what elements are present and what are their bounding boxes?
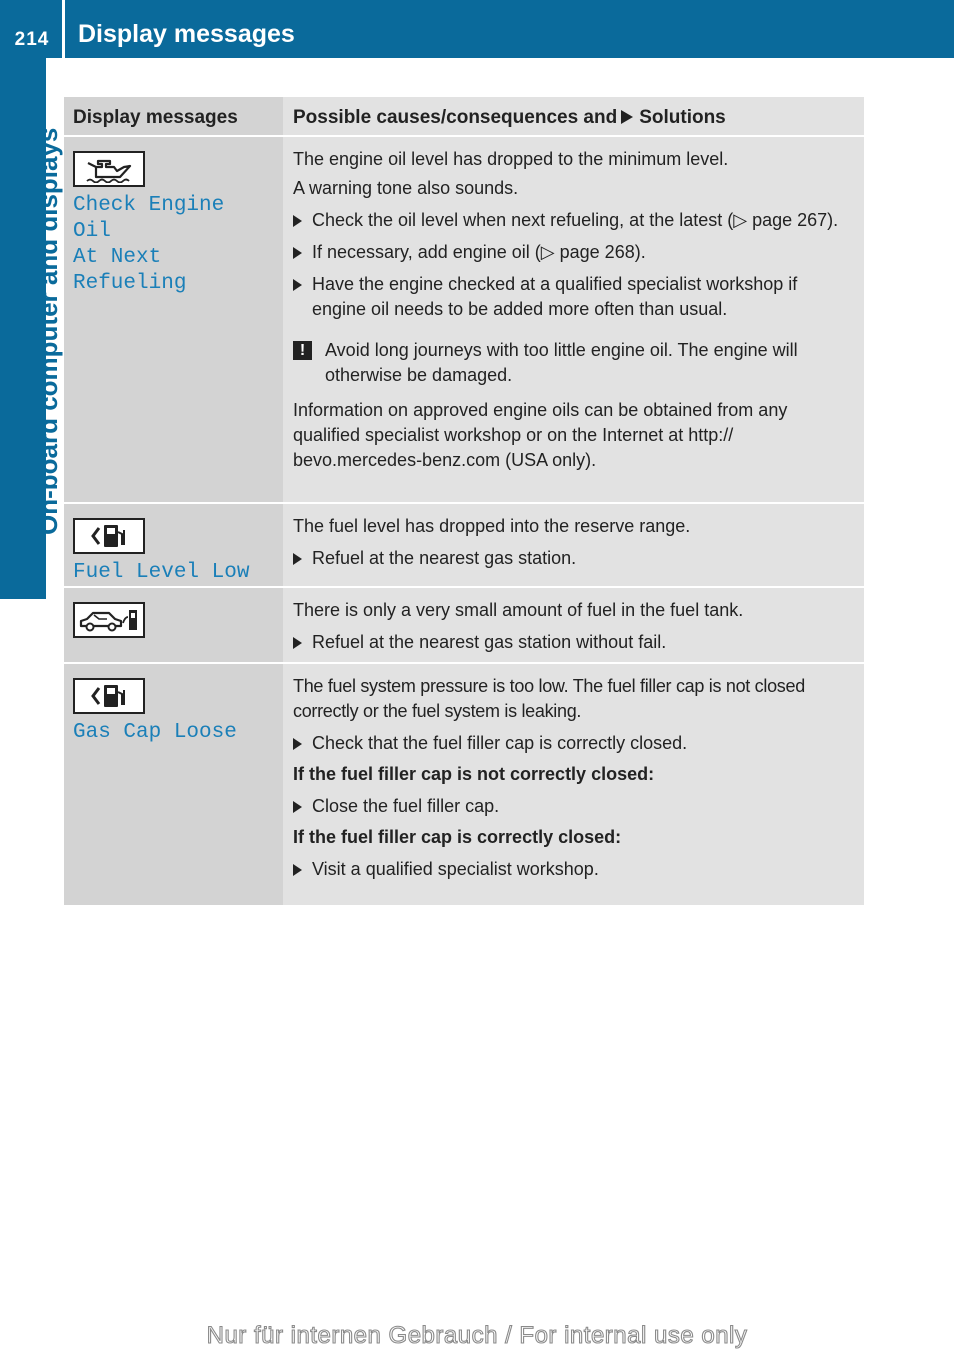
action-item bbox=[293, 546, 855, 571]
bullet-arrow-icon bbox=[293, 215, 302, 227]
message-cell bbox=[64, 588, 283, 662]
display-message-text: Gas Cap Loose bbox=[73, 721, 237, 744]
column-header-causes: Possible causes/consequences and bbox=[293, 107, 618, 128]
action-item bbox=[293, 208, 855, 233]
car-fuel-icon bbox=[73, 602, 145, 638]
arrow-right-icon bbox=[621, 110, 633, 124]
table-header-row bbox=[64, 97, 864, 137]
display-message-text bbox=[73, 193, 274, 297]
action-item bbox=[293, 857, 855, 882]
action-text: Check that the fuel filler cap is correctly closed. bbox=[312, 733, 688, 753]
bullet-arrow-icon bbox=[293, 801, 302, 813]
condition-heading: If the fuel filler cap is correctly closed: bbox=[293, 827, 622, 847]
bullet-arrow-icon bbox=[293, 247, 302, 259]
fuel-pump-icon bbox=[73, 518, 145, 554]
condition-heading: If the fuel filler cap is not correctly closed: bbox=[293, 764, 655, 784]
column-header-solutions bbox=[283, 97, 864, 135]
action-text: Visit a qualified specialist workshop. bbox=[312, 859, 599, 879]
table-row bbox=[64, 137, 864, 504]
cause-text: There is only a very small amount of fuel in the fuel tank. bbox=[293, 600, 744, 620]
cause-text: A warning tone also sounds. bbox=[293, 178, 519, 198]
action-item bbox=[293, 240, 855, 265]
display-message-line: At Next Refueling bbox=[73, 246, 187, 295]
solution-cell bbox=[283, 664, 864, 905]
action-text: Refuel at the nearest gas station. bbox=[312, 548, 577, 568]
solution-cell bbox=[283, 588, 864, 662]
action-item bbox=[293, 731, 855, 756]
table-row bbox=[64, 504, 864, 588]
bullet-arrow-icon bbox=[293, 553, 302, 565]
solution-cell bbox=[283, 504, 864, 586]
warning-icon: ! bbox=[293, 341, 312, 360]
solution-cell bbox=[283, 137, 864, 502]
bullet-arrow-icon bbox=[293, 738, 302, 750]
footer-watermark: Nur für internen Gebrauch / For internal use only bbox=[206, 1322, 748, 1349]
display-messages-table bbox=[64, 97, 864, 905]
bullet-arrow-icon bbox=[293, 279, 302, 291]
oil-can-icon bbox=[73, 151, 145, 187]
action-item bbox=[293, 272, 855, 322]
header-divider bbox=[62, 0, 65, 58]
message-cell bbox=[64, 504, 283, 586]
cause-text: The fuel level has dropped into the reserve range. bbox=[293, 516, 691, 536]
side-tab-label: On-board computer and displays bbox=[33, 127, 63, 535]
message-cell bbox=[64, 137, 283, 502]
table-row bbox=[64, 588, 864, 664]
message-cell bbox=[64, 664, 283, 905]
display-message-line: Check Engine Oil bbox=[73, 194, 225, 243]
bullet-arrow-icon bbox=[293, 637, 302, 649]
display-message-text: Fuel Level Low bbox=[73, 561, 250, 584]
info-text: Information on approved engine oils can be obtained from any qualified specialist workshop or on the Internet at http:// bevo.mercedes-benz.com (USA only). bbox=[293, 400, 788, 470]
column-header-display-messages: Display messages bbox=[64, 97, 283, 135]
action-text: Close the fuel filler cap. bbox=[312, 796, 500, 816]
table-row bbox=[64, 664, 864, 905]
cause-text: The engine oil level has dropped to the minimum level. bbox=[293, 149, 729, 169]
fuel-pump-icon bbox=[73, 678, 145, 714]
action-text: If necessary, add engine oil (▷ page 268). bbox=[312, 242, 646, 262]
warning-note bbox=[293, 338, 855, 388]
action-item bbox=[293, 630, 855, 655]
action-text: Check the oil level when next refueling, at the latest (▷ page 267). bbox=[312, 210, 839, 230]
cause-text: The fuel system pressure is too low. The fuel filler cap is not closed correctly or the fuel system is leaking. bbox=[293, 676, 805, 721]
section-title: Display messages bbox=[78, 20, 295, 48]
column-header-solutions-label: Solutions bbox=[639, 107, 726, 128]
action-text: Have the engine checked at a qualified specialist workshop if engine oil needs to be added more often than usual. bbox=[312, 274, 798, 319]
bullet-arrow-icon bbox=[293, 864, 302, 876]
warning-text: Avoid long journeys with too little engine oil. The engine will otherwise be damaged. bbox=[325, 340, 798, 385]
action-text: Refuel at the nearest gas station without fail. bbox=[312, 632, 667, 652]
action-item bbox=[293, 794, 855, 819]
page-number: 214 bbox=[0, 0, 64, 58]
